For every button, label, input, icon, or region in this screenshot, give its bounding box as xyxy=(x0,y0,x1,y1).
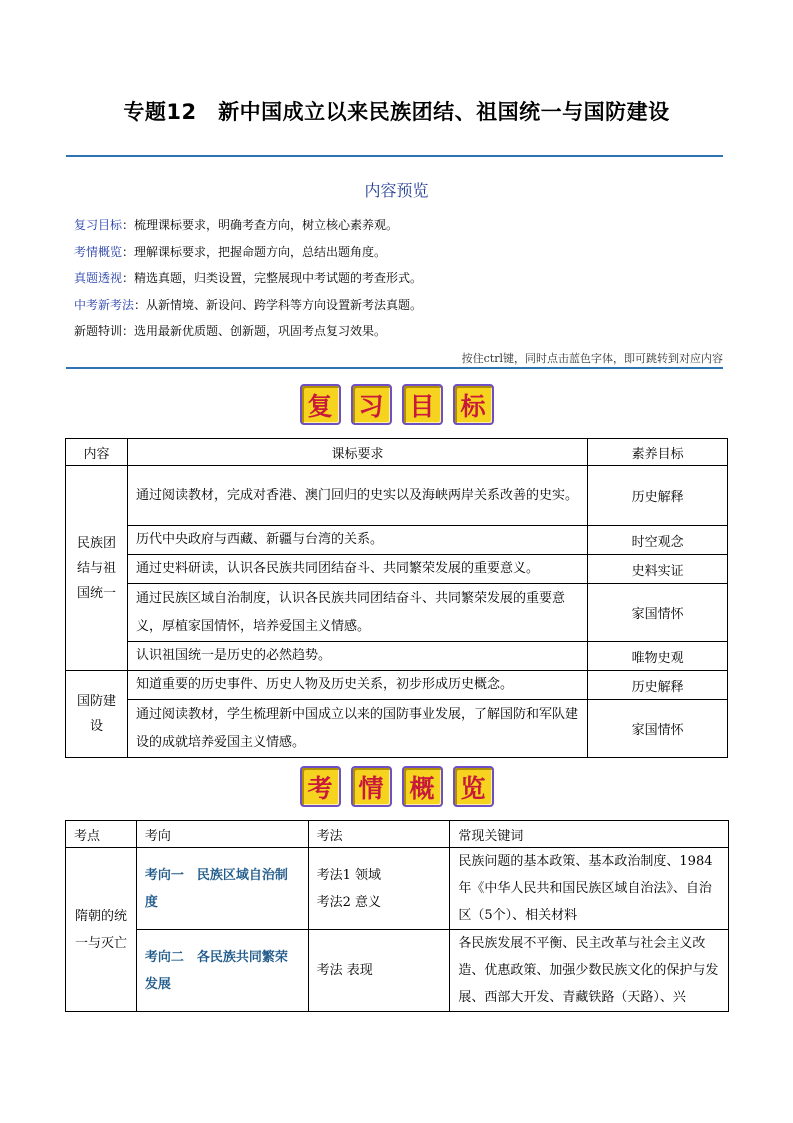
table-row xyxy=(66,466,728,526)
table-header-row xyxy=(66,439,728,466)
banner-char: 习 xyxy=(351,384,392,425)
exam-overview-banner xyxy=(0,766,793,807)
category-national-defense: 国防建设 xyxy=(66,671,128,758)
header-literacy: 素养目标 xyxy=(588,439,728,466)
keywords-cell: 民族问题的基本政策、基本政治制度、1984年《中华人民共和国民族区域自治法》、自治区（5个）、相关材料 xyxy=(450,848,729,930)
table-row xyxy=(66,642,728,671)
literacy-cell: 家国情怀 xyxy=(588,700,728,758)
preview-list xyxy=(74,212,734,345)
preview-item-new-methods xyxy=(74,292,734,319)
table-row xyxy=(66,930,729,1012)
review-goals-banner xyxy=(0,384,793,425)
link-new-methods[interactable]: 中考新考法 xyxy=(74,297,135,312)
direction-link[interactable]: 考向一 民族区域自治制度 xyxy=(136,848,308,930)
requirement-cell: 通过民族区域自治制度，认识各民族共同团结奋斗、共同繁荣发展的重要意义，厚植家国情怀，培养爱国主义情感。 xyxy=(127,584,587,642)
keywords-cell: 各民族发展不平衡、民主改革与社会主义改造、优惠政策、加强少数民族文化的保护与发展、西部大开发、青藏铁路（天路）、兴 xyxy=(450,930,729,1012)
header-method: 考法 xyxy=(308,821,450,848)
page-title: 专题12 新中国成立以来民族团结、祖国统一与国防建设 xyxy=(123,100,670,124)
table-row xyxy=(66,700,728,758)
requirement-cell: 通过阅读教材，学生梳理新中国成立以来的国防事业发展，了解国防和军队建设的成就培养爱国主义情感。 xyxy=(127,700,587,758)
preview-item-text: ：精选真题，归类设置，完整展现中考试题的考查形式。 xyxy=(122,271,423,285)
table-row xyxy=(66,526,728,555)
requirement-cell: 认识祖国统一是历史的必然趋势。 xyxy=(127,642,587,671)
header-content: 内容 xyxy=(66,439,128,466)
literacy-cell: 时空观念 xyxy=(588,526,728,555)
preview-item-text: ：从新情境、新设问、跨学科等方向设置新考法真题。 xyxy=(134,297,423,312)
requirement-cell: 知道重要的历史事件、历史人物及历史关系，初步形成历史概念。 xyxy=(127,671,587,700)
requirement-cell: 历代中央政府与西藏、新疆与台湾的关系。 xyxy=(127,526,587,555)
preview-item-exam-overview xyxy=(74,239,734,266)
method-item: 考法2 意义 xyxy=(316,894,382,910)
banner-char: 目 xyxy=(402,384,443,425)
requirement-cell: 通过史料研读，认识各民族共同团结奋斗、共同繁荣发展的重要意义。 xyxy=(127,555,587,584)
requirement-cell: 通过阅读教材，完成对香港、澳门回归的史实以及海峡两岸关系改善的史实。 xyxy=(127,466,587,526)
preview-item-text: ：选用最新优质题、创新题，巩固考点复习效果。 xyxy=(122,324,387,338)
preview-item-new-training xyxy=(74,318,734,345)
preview-divider xyxy=(66,367,723,369)
header-exam-point: 考点 xyxy=(66,821,137,848)
direction-link[interactable]: 考向二 各民族共同繁荣发展 xyxy=(136,930,308,1012)
preview-item-label: 新题特训 xyxy=(74,324,123,338)
method-cell xyxy=(308,930,450,1012)
literacy-cell: 唯物史观 xyxy=(588,642,728,671)
method-item: 考法 表现 xyxy=(316,963,373,978)
method-item: 考法1 领域 xyxy=(316,867,382,883)
preview-item-review-goals xyxy=(74,212,734,239)
exam-point-cell: 隋朝的统一与灭亡 xyxy=(66,848,137,1012)
review-goals-table xyxy=(65,438,728,758)
method-cell xyxy=(308,848,450,930)
literacy-cell: 历史解释 xyxy=(588,466,728,526)
table-row xyxy=(66,555,728,584)
exam-overview-table xyxy=(65,820,729,1012)
preview-item-real-questions xyxy=(74,265,734,292)
literacy-cell: 史料实证 xyxy=(588,555,728,584)
table-header-row xyxy=(66,821,729,848)
link-exam-overview[interactable]: 考情概览 xyxy=(74,244,123,259)
literacy-cell: 历史解释 xyxy=(588,671,728,700)
ctrl-click-hint: 按住ctrl键，同时点击蓝色字体，即可跳转到对应内容 xyxy=(461,352,723,365)
category-ethnic-unity: 民族团结与祖国统一 xyxy=(66,466,128,671)
header-direction: 考向 xyxy=(136,821,308,848)
preview-item-text: ：梳理课标要求，明确考查方向，树立核心素养观。 xyxy=(122,218,399,232)
preview-item-text: ：理解课标要求，把握命题方向，总结出题角度。 xyxy=(122,244,387,259)
banner-char: 考 xyxy=(300,766,341,807)
banner-char: 标 xyxy=(453,384,494,425)
preview-heading: 内容预览 xyxy=(364,181,429,200)
link-review-goals[interactable]: 复习目标 xyxy=(74,218,123,232)
banner-char: 复 xyxy=(300,384,341,425)
table-row xyxy=(66,848,729,930)
banner-char: 览 xyxy=(453,766,494,807)
title-divider xyxy=(66,155,723,157)
literacy-cell: 家国情怀 xyxy=(588,584,728,642)
table-row xyxy=(66,584,728,642)
link-real-questions[interactable]: 真题透视 xyxy=(74,271,123,285)
header-requirements: 课标要求 xyxy=(127,439,587,466)
table-row xyxy=(66,671,728,700)
banner-char: 情 xyxy=(351,766,392,807)
header-keywords: 常现关键词 xyxy=(450,821,729,848)
banner-char: 概 xyxy=(402,766,443,807)
